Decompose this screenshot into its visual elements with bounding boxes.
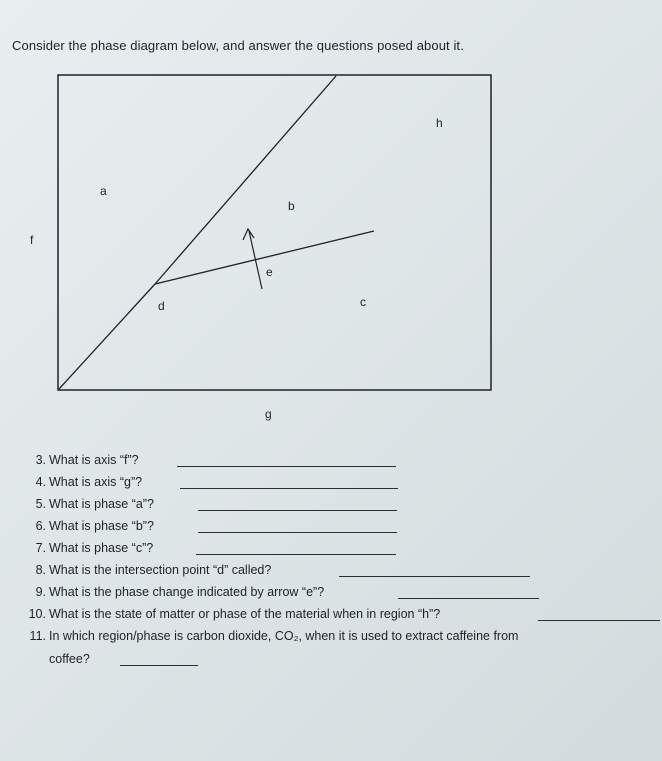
label-a: a: [100, 184, 107, 198]
answer-line-8[interactable]: [339, 576, 530, 577]
answer-line-3[interactable]: [177, 466, 396, 467]
label-b: b: [288, 199, 295, 213]
answer-line-5[interactable]: [198, 510, 397, 511]
answer-line-10[interactable]: [538, 620, 660, 621]
answer-line-6[interactable]: [198, 532, 397, 533]
label-c: c: [360, 295, 366, 309]
fusion-curve: [155, 76, 336, 284]
worksheet-page: Consider the phase diagram below, and answer the questions posed about it. a b c d e f g h 3. What is axis “f”? 4. What is axis “g”? 5. What is phase “a”? 6. What is phase “b”? 7. What is phase “c”? 8. What is the intersection point “d” called? 9. What is the phase change indicated by arrow “e”? 10. What is the state of matter or phase of the material when in region “h”? 11. In which region/phase is carbon dioxide, CO₂, when it is used to extract caffeine from coffee?: [0, 0, 662, 761]
axis-label-f: f: [30, 233, 34, 247]
answer-line-11[interactable]: [120, 665, 198, 666]
arrow-e-head: [243, 229, 254, 240]
vaporization-curve: [155, 231, 374, 284]
answer-line-4[interactable]: [180, 488, 398, 489]
arrow-e-shaft: [249, 231, 262, 289]
label-e: e: [266, 265, 273, 279]
axis-label-g: g: [265, 407, 272, 421]
label-h: h: [436, 116, 443, 130]
diagram-frame: [58, 75, 491, 390]
answer-line-7[interactable]: [196, 554, 396, 555]
sublimation-curve: [59, 284, 155, 389]
answer-line-9[interactable]: [398, 598, 539, 599]
instructions: Consider the phase diagram below, and answer the questions posed about it.: [12, 38, 464, 53]
label-d: d: [158, 299, 165, 313]
